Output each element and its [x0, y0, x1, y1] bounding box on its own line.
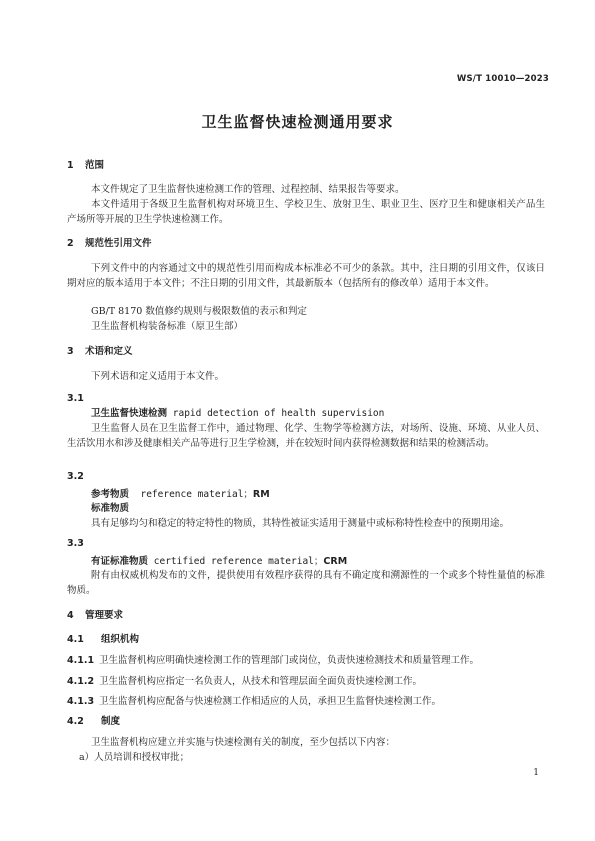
term-alt-zh: 标准物质	[91, 503, 130, 514]
term-zh: 有证标准物质	[91, 556, 149, 567]
clause-number: 4.1.3	[67, 696, 95, 707]
section-title: 范围	[85, 160, 105, 171]
clause-4-1-1	[67, 653, 545, 668]
section-2-paragraph: 下列文件中的内容通过文中的规范性引用而构成本标准必不可少的条款。其中，注日期的引用文件，仅该日期对应的版本适用于本文件；不注日期的引用文件，其最新版本（包括所有的修改单）适用于本文件。	[67, 263, 545, 289]
clause-4-1-3	[67, 694, 545, 709]
section-1-paragraph-2: 本文件适用于各级卫生监督机构对环境卫生、学校卫生、放射卫生、职业卫生、医疗卫生和健康相关产品生产场所等开展的卫生学快速检测工作。	[67, 199, 545, 225]
section-4-heading	[67, 608, 123, 623]
subsection-4-1-heading	[67, 632, 139, 647]
section-2-heading	[67, 236, 152, 251]
term-en: reference material；	[140, 489, 253, 500]
term-abbreviation: CRM	[323, 556, 348, 567]
section-1-paragraph-1: 本文件规定了卫生监督快速检测工作的管理、过程控制、结果报告等要求。	[91, 184, 405, 195]
section-title: 术语和定义	[85, 346, 133, 357]
clause-number: 4.1.1	[67, 655, 95, 666]
term-3-1-definition: 卫生监督人员在卫生监督工作中，通过物理、化学、生物学等检测方法，对场所、设施、环境、从业人员、生活饮用水和涉及健康相关产品等进行卫生学检测，并在较短时间内获得检测数据和结果的检测活动。	[67, 423, 545, 449]
term-zh: 卫生监督快速检测	[91, 408, 168, 419]
document-title: 卫生监督快速检测通用要求	[201, 113, 394, 131]
term-abbreviation: RM	[252, 489, 270, 500]
subsection-4-2-paragraph: 卫生监督机构应建立并实施与快速检测有关的制度，至少包括以下内容：	[91, 737, 396, 748]
subsection-title: 制度	[101, 716, 121, 727]
clause-text: 卫生监督机构应指定一名负责人，从技术和管理层面全面负责快速检测工作。	[99, 676, 423, 687]
page-number: 1	[533, 768, 539, 778]
term-zh: 参考物质	[91, 489, 130, 500]
term-3-3-definition: 附有由权威机构发布的文件，提供使用有效程序获得的具有不确定度和溯源性的一个或多个特性量值的标准物质。	[67, 570, 545, 596]
term-3-3-number: 3.3	[67, 538, 84, 549]
subsection-number: 4.1	[67, 634, 84, 645]
section-1-heading	[67, 158, 104, 173]
term-3-2-definition: 具有足够均匀和稳定的特定特性的物质，其特性被证实适用于测量中或标称特性检查中的预期用途。	[91, 518, 510, 529]
term-3-2-number: 3.2	[67, 471, 84, 482]
clause-text: 卫生监督机构应配备与快速检测工作相适应的人员，承担卫生监督快速检测工作。	[99, 696, 442, 707]
subsection-4-2-heading	[67, 714, 120, 729]
term-en: rapid detection of health supervision	[172, 408, 385, 419]
section-number: 2	[67, 238, 74, 249]
subsection-number: 4.2	[67, 716, 84, 727]
list-item-a: a）人员培训和授权审批；	[79, 752, 190, 763]
term-3-1-number: 3.1	[67, 393, 84, 404]
section-title: 规范性引用文件	[85, 238, 152, 249]
clause-4-1-2	[67, 674, 545, 689]
reference-2: 卫生监督机构装备标准（原卫生部）	[91, 321, 244, 332]
term-3-3-title	[91, 554, 347, 569]
section-3-heading	[67, 344, 133, 359]
section-title: 管理要求	[85, 610, 124, 621]
subsection-title: 组织机构	[101, 634, 140, 645]
section-number: 4	[67, 610, 74, 621]
term-3-1-title	[91, 406, 384, 421]
term-3-2-title	[91, 487, 270, 502]
section-3-intro: 下列术语和定义适用于本文件。	[91, 371, 225, 382]
section-number: 1	[67, 160, 74, 171]
clause-text: 卫生监督机构应明确快速检测工作的管理部门或岗位，负责快速检测技术和质量管理工作。	[99, 655, 480, 666]
document-code: WS/T 10010—2023	[456, 74, 549, 84]
term-en: certified reference material；	[153, 556, 324, 567]
clause-number: 4.1.2	[67, 676, 95, 687]
reference-1: GB/T 8170 数值修约规则与极限数值的表示和判定	[91, 306, 307, 317]
section-number: 3	[67, 346, 74, 357]
term-3-2-alternative	[91, 501, 129, 516]
